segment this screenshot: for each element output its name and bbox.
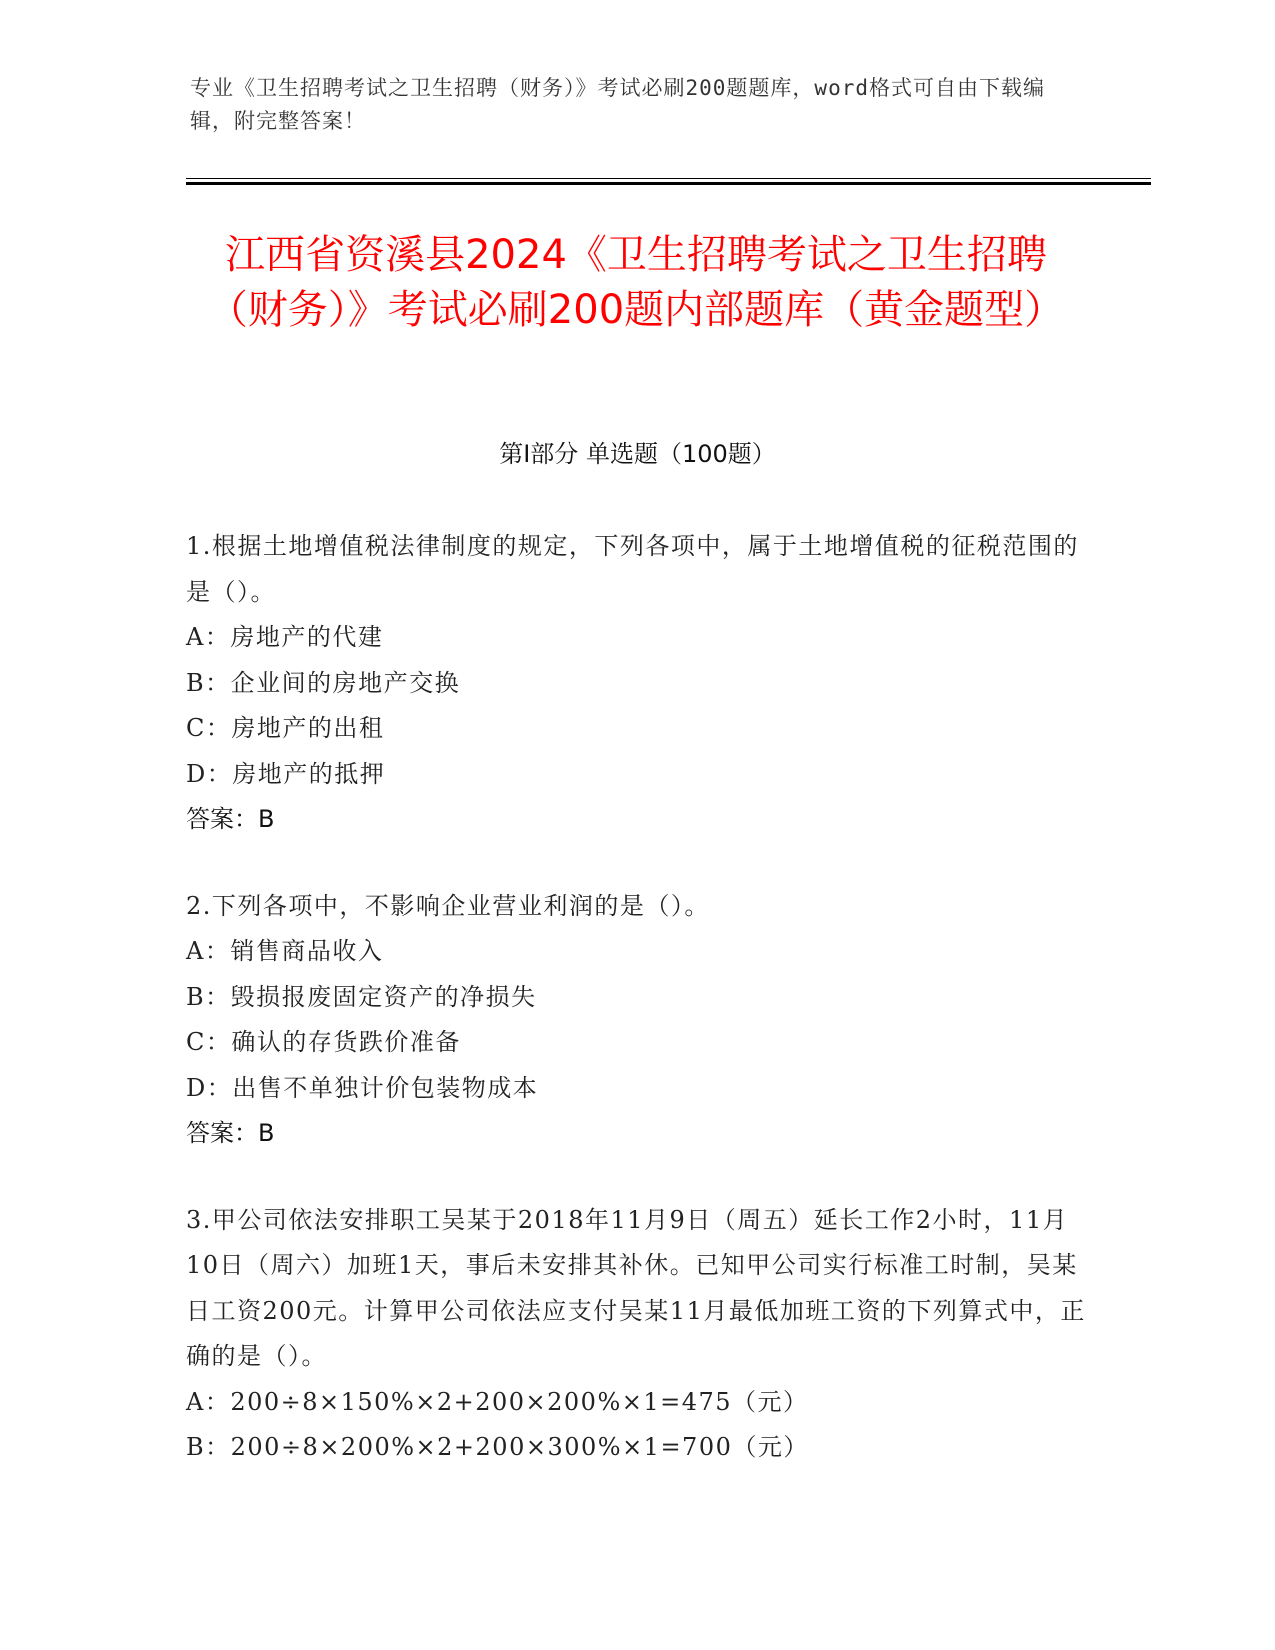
header-divider-thin xyxy=(186,178,1151,179)
answer-line: 答案：B xyxy=(186,1119,275,1147)
option-c: C：确认的存货跌价准备 xyxy=(186,1028,461,1056)
question-2 xyxy=(186,884,1086,1157)
option-a: A：200÷8×150%×2+200×200%×1=475（元） xyxy=(186,1387,809,1416)
option-b: B：200÷8×200%×2+200×300%×1=700（元） xyxy=(186,1433,809,1461)
option-b: B：毁损报废固定资产的净损失 xyxy=(186,982,537,1011)
header-divider-thick xyxy=(186,182,1151,185)
answer-line: 答案：B xyxy=(186,805,275,833)
document-title: 江西省资溪县2024《卫生招聘考试之卫生招聘（财务）》考试必刷200题内部题库（黄金题型） xyxy=(207,232,1065,333)
header-note: 专业《卫生招聘考试之卫生招聘（财务）》考试必刷200题题库，word格式可自由下载编辑，附完整答案！ xyxy=(190,76,1045,133)
option-a: A：房地产的代建 xyxy=(186,623,384,651)
question-1 xyxy=(186,524,1086,843)
question-3 xyxy=(186,1198,1086,1471)
option-b: B：企业间的房地产交换 xyxy=(186,668,461,697)
option-d: D：房地产的抵押 xyxy=(186,759,386,788)
question-list xyxy=(186,524,1086,1512)
question-stem: 2.下列各项中，不影响企业营业利润的是（）。 xyxy=(186,891,710,920)
option-a: A：销售商品收入 xyxy=(186,937,384,965)
question-stem: 3.甲公司依法安排职工吴某于2018年11月9日（周五）延长工作2小时，11月10日（周六）加班1天，事后未安排其补休。已知甲公司实行标准工时制，吴某日工资200元。计算甲公司依法应支付吴某11月最低加班工资的下列算式中，正确的是（）。 xyxy=(186,1205,1086,1370)
section-title: 第Ⅰ部分 单选题（100题） xyxy=(499,440,776,468)
option-c: C：房地产的出租 xyxy=(186,714,385,742)
question-stem: 1.根据土地增值税法律制度的规定，下列各项中，属于土地增值税的征税范围的是（）。 xyxy=(186,532,1079,606)
option-d: D：出售不单独计价包装物成本 xyxy=(186,1073,539,1102)
